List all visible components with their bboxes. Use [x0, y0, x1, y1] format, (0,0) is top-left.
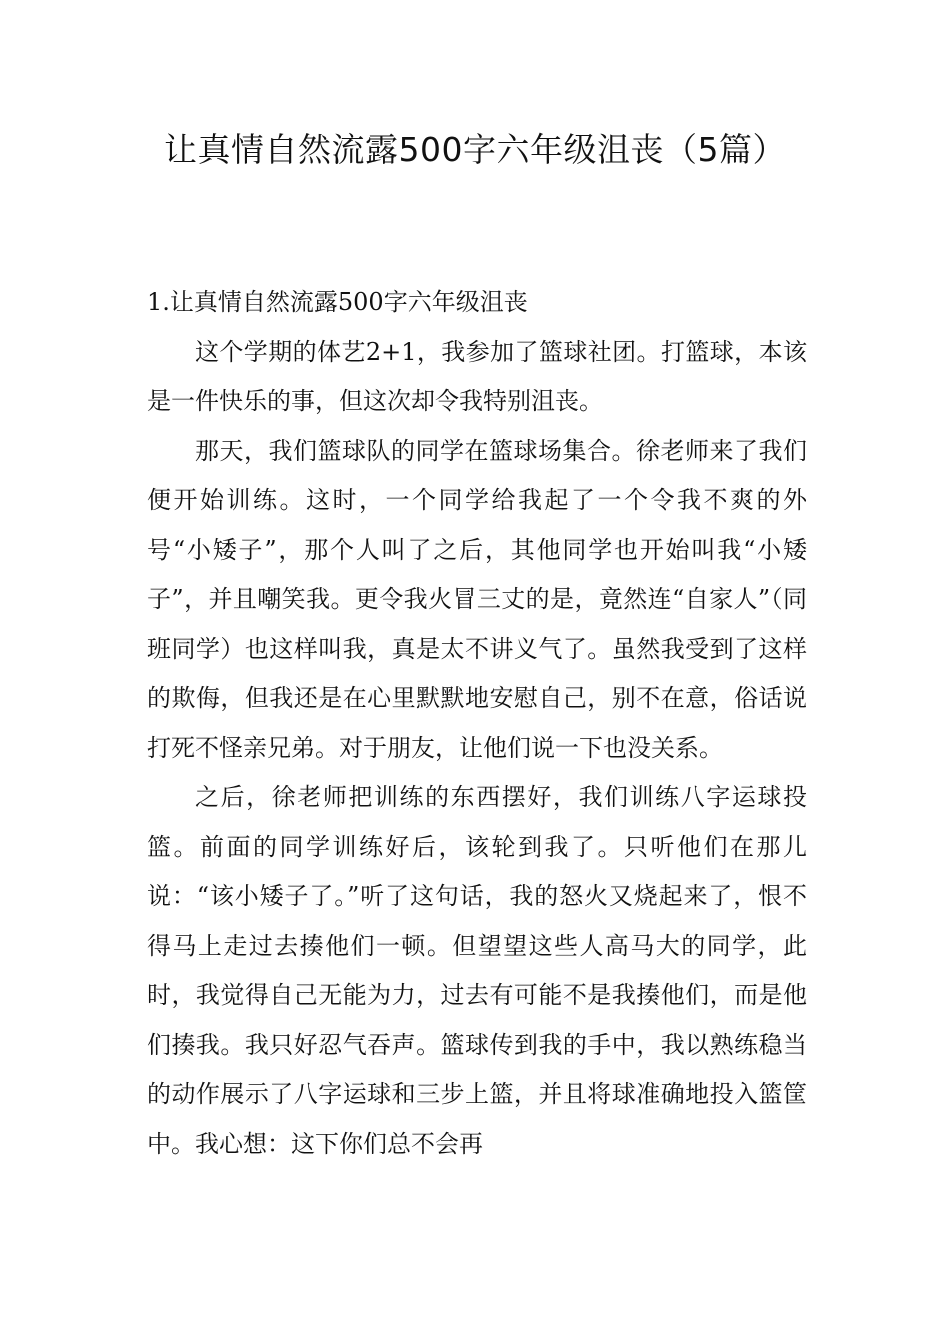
paragraph-3: 之后，徐老师把训练的东西摆好，我们训练八字运球投篮。前面的同学训练好后，该轮到我了。只听他们在那儿说：“该小矮子了。”听了这句话，我的怒火又烧起来了，恨不得马上走过去揍他们一顿。但望望这些人高马大的同学，此时，我觉得自己无能为力，过去有可能不是我揍他们，而是他们揍我。我只好忍气吞声。篮球传到我的手中，我以熟练稳当的动作展示了八字运球和三步上篮，并且将球准确地投入篮筐中。我心想：这下你们总不会再 [147, 783, 807, 1158]
section-heading: 1.让真情自然流露500字六年级沮丧 [147, 288, 528, 316]
paragraph-2: 那天，我们篮球队的同学在篮球场集合。徐老师来了我们便开始训练。这时，一个同学给我起了一个令我不爽的外号“小矮子”，那个人叫了之后，其他同学也开始叫我“小矮子”，并且嘲笑我。更令我火冒三丈的是，竟然连“自家人”（同班同学）也这样叫我，真是太不讲义气了。虽然我受到了这样的欺侮，但我还是在心里默默地安慰自己，别不在意，俗话说打死不怪亲兄弟。对于朋友，让他们说一下也没关系。 [147, 436, 807, 762]
document-title: 让真情自然流露500字六年级沮丧（5篇） [164, 130, 786, 169]
paragraph-1: 这个学期的体艺2+1，我参加了篮球社团。打篮球，本该是一件快乐的事，但这次却令我特别沮丧。 [147, 337, 807, 415]
document-body [147, 278, 807, 1169]
